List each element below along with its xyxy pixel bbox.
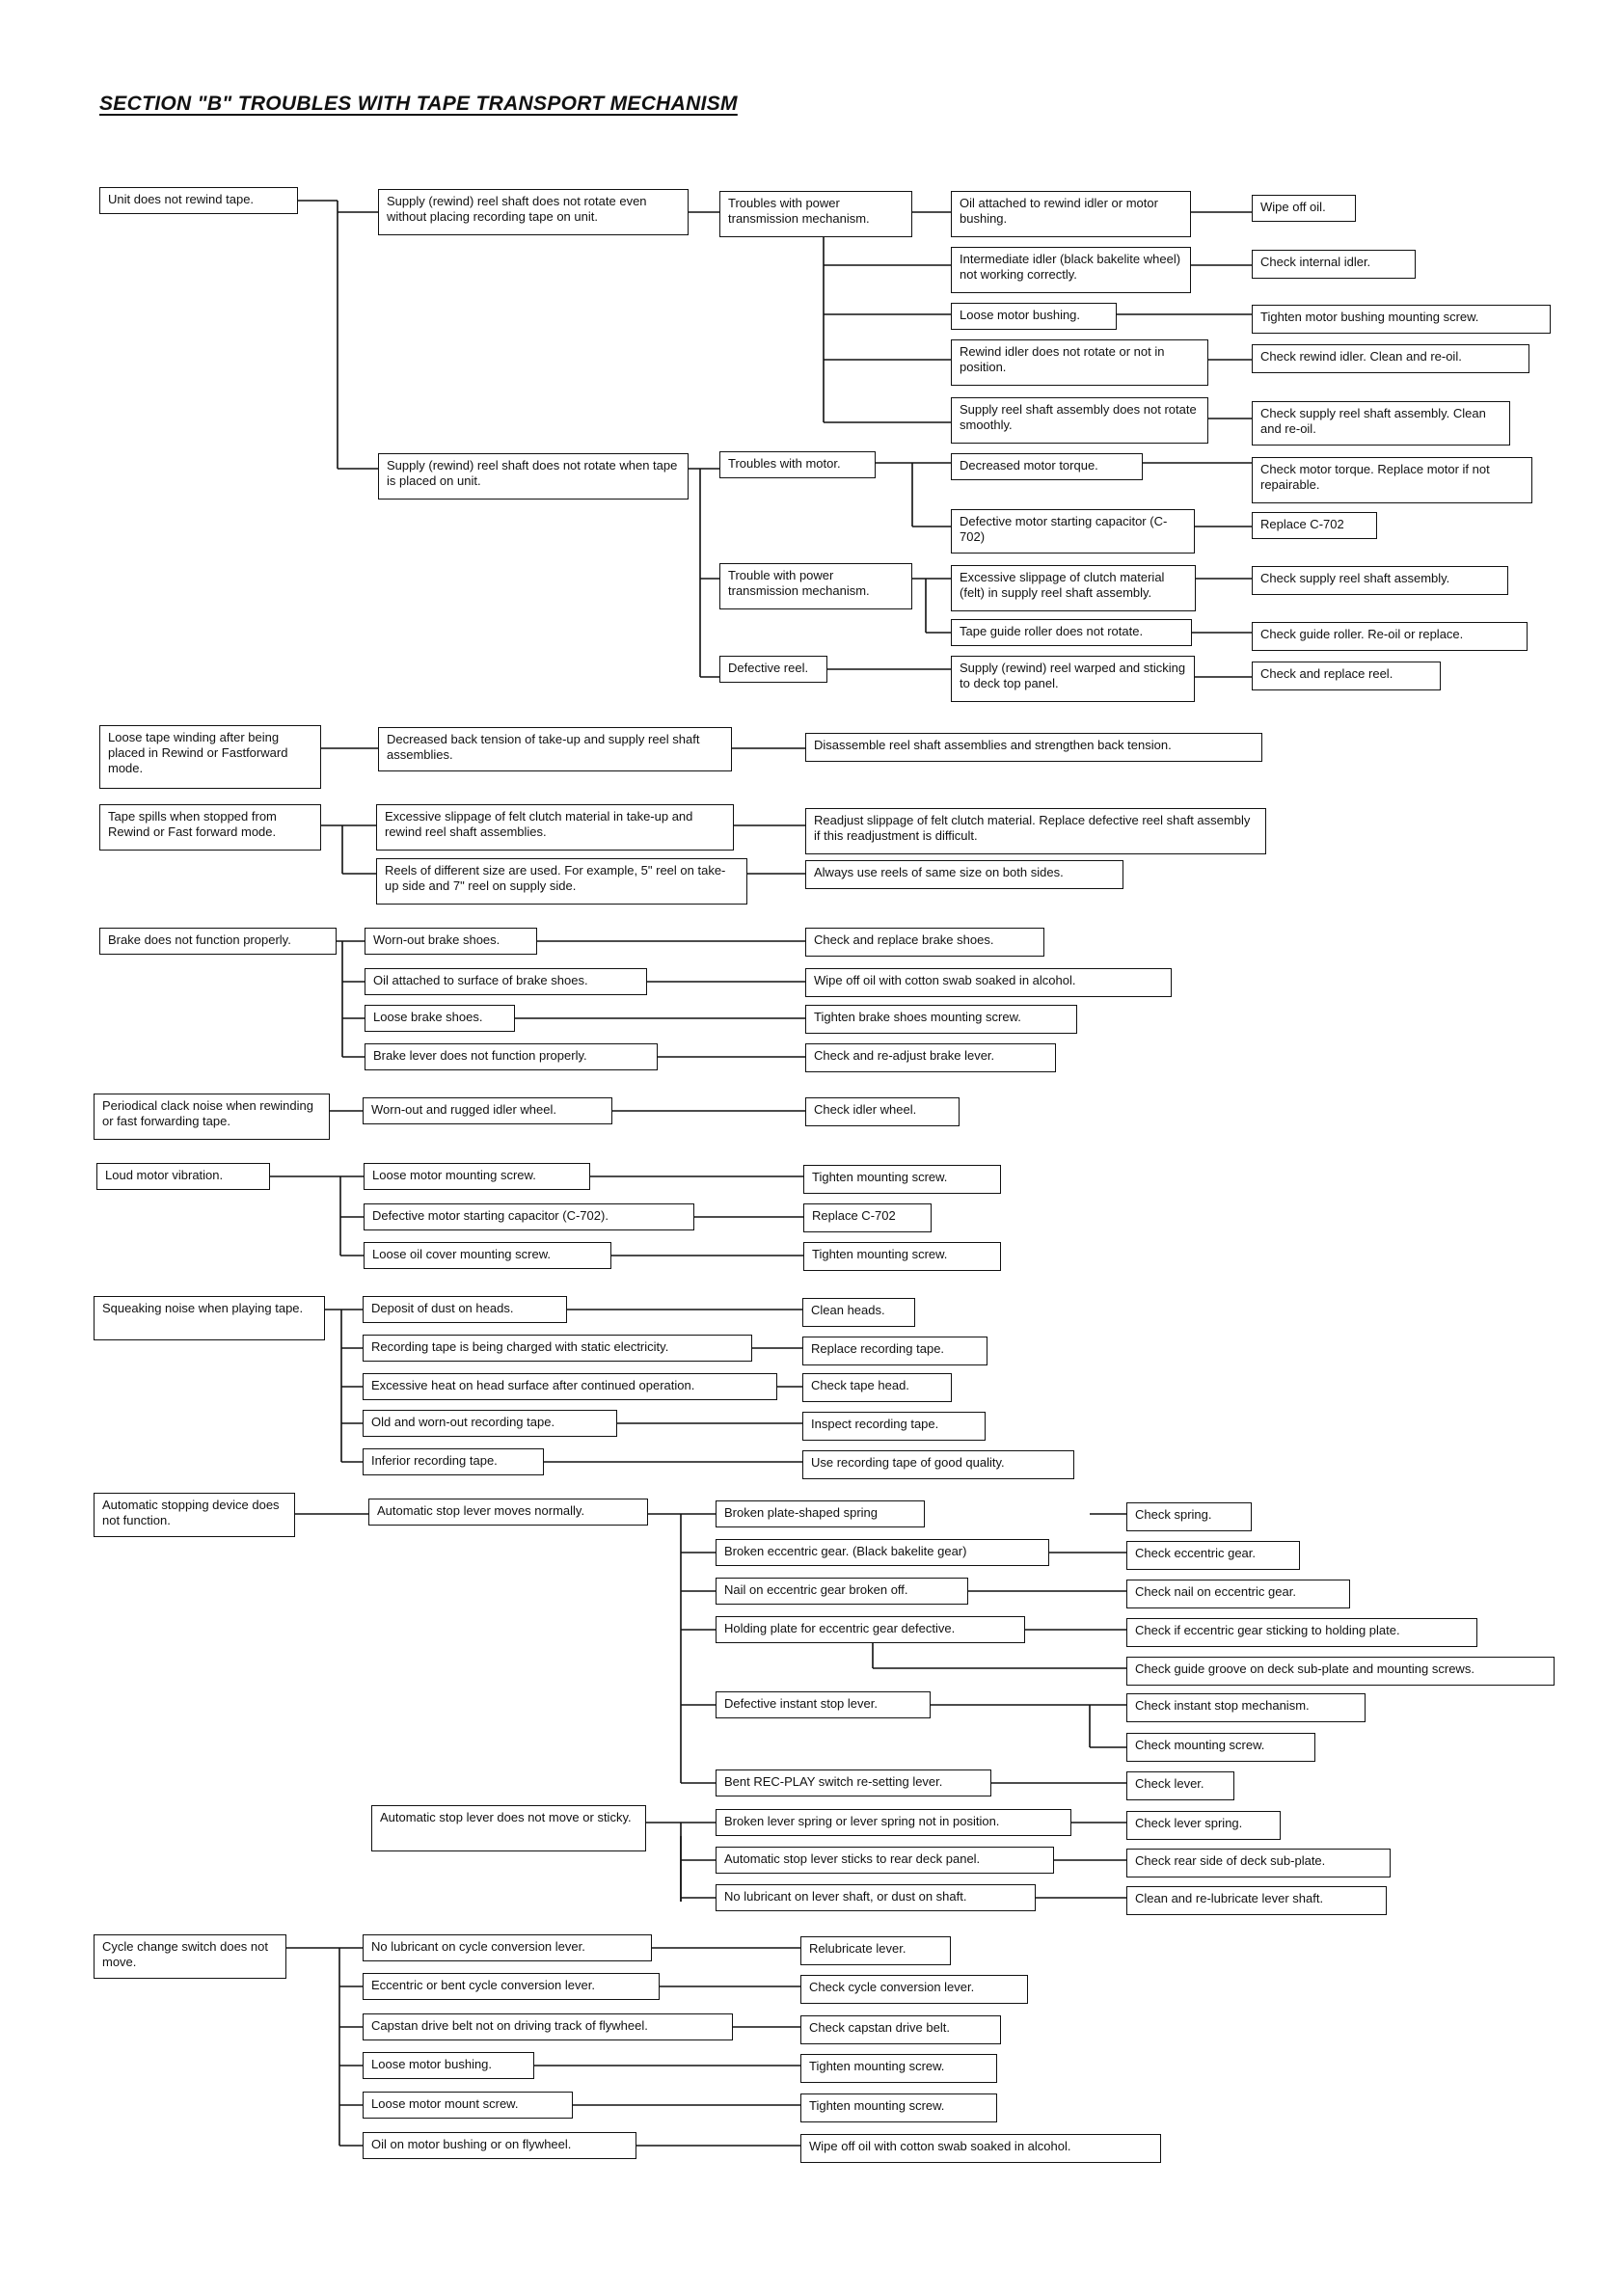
- cause-loose-motor-mounting-screw: Loose motor mounting screw.: [364, 1163, 590, 1190]
- cause-loose-brake-shoes: Loose brake shoes.: [365, 1005, 515, 1032]
- remedy-tighten-mounting-screw-1: Tighten mounting screw.: [803, 1165, 1001, 1194]
- remedy-check-guide-groove: Check guide groove on deck sub-plate and mounting screws.: [1126, 1657, 1555, 1686]
- remedy-check-motor-torque: Check motor torque. Replace motor if not repairable.: [1252, 457, 1532, 503]
- cause-intermediate-idler-faulty: Intermediate idler (black bakelite wheel) not working correctly.: [951, 247, 1191, 293]
- cause-broken-plate-spring: Broken plate-shaped spring: [716, 1500, 925, 1527]
- cause-decreased-back-tension: Decreased back tension of take-up and supply reel shaft assemblies.: [378, 727, 732, 771]
- cause-loose-motor-bushing-2: Loose motor bushing.: [363, 2052, 534, 2079]
- remedy-check-supply-reel-shaft-2: Check supply reel shaft assembly.: [1252, 566, 1508, 595]
- symptom-periodical-clack: Periodical clack noise when rewinding or fast forwarding tape.: [94, 1094, 330, 1140]
- remedy-wipe-oil-alcohol: Wipe off oil with cotton swab soaked in alcohol.: [800, 2134, 1161, 2163]
- remedy-check-rear-sub-plate: Check rear side of deck sub-plate.: [1126, 1849, 1391, 1877]
- symptom-brake-malfunction: Brake does not function properly.: [99, 928, 337, 955]
- remedy-check-capstan-belt: Check capstan drive belt.: [800, 2015, 1001, 2044]
- remedy-check-tape-head: Check tape head.: [802, 1373, 952, 1402]
- cause-oil-on-motor-bushing: Oil on motor bushing or on flywheel.: [363, 2132, 636, 2159]
- cause-supply-reel-shaft-rough: Supply reel shaft assembly does not rotate smoothly.: [951, 397, 1208, 444]
- remedy-check-eccentric-gear: Check eccentric gear.: [1126, 1541, 1300, 1570]
- cause-worn-recording-tape: Old and worn-out recording tape.: [363, 1410, 617, 1437]
- cause-excessive-head-heat: Excessive heat on head surface after continued operation.: [363, 1373, 777, 1400]
- cause-lever-sticks-rear-panel: Automatic stop lever sticks to rear deck panel.: [716, 1847, 1054, 1874]
- cause-auto-stop-lever-normal: Automatic stop lever moves normally.: [368, 1499, 648, 1526]
- cause-defective-instant-stop-lever: Defective instant stop lever.: [716, 1691, 931, 1718]
- cause-loose-motor-bushing: Loose motor bushing.: [951, 303, 1117, 330]
- remedy-same-size-reels: Always use reels of same size on both sides.: [805, 860, 1123, 889]
- cause-rewind-idler-not-rotating: Rewind idler does not rotate or not in position.: [951, 339, 1208, 386]
- remedy-check-mounting-screw: Check mounting screw.: [1126, 1733, 1315, 1762]
- remedy-replace-brake-shoes: Check and replace brake shoes.: [805, 928, 1044, 957]
- remedy-strengthen-back-tension: Disassemble reel shaft assemblies and strengthen back tension.: [805, 733, 1262, 762]
- cause-reel-warped: Supply (rewind) reel warped and sticking to deck top panel.: [951, 656, 1195, 702]
- cause-loose-motor-mount-screw: Loose motor mount screw.: [363, 2092, 573, 2119]
- cause-auto-stop-lever-sticky: Automatic stop lever does not move or sticky.: [371, 1805, 646, 1851]
- cause-static-electricity: Recording tape is being charged with static electricity.: [363, 1335, 752, 1362]
- remedy-check-rewind-idler: Check rewind idler. Clean and re-oil.: [1252, 344, 1529, 373]
- cause-broken-eccentric-gear: Broken eccentric gear. (Black bakelite gear): [716, 1539, 1049, 1566]
- cause-broken-lever-spring: Broken lever spring or lever spring not in position.: [716, 1809, 1071, 1836]
- remedy-good-quality-tape: Use recording tape of good quality.: [802, 1450, 1074, 1479]
- remedy-replace-c702: Replace C-702: [1252, 512, 1377, 539]
- remedy-wipe-brake-shoes: Wipe off oil with cotton swab soaked in alcohol.: [805, 968, 1172, 997]
- remedy-tighten-brake-shoes: Tighten brake shoes mounting screw.: [805, 1005, 1077, 1034]
- remedy-check-gear-sticking: Check if eccentric gear sticking to holding plate.: [1126, 1618, 1477, 1647]
- cause-nail-broken-off: Nail on eccentric gear broken off.: [716, 1578, 968, 1605]
- remedy-check-idler-wheel: Check idler wheel.: [805, 1097, 960, 1126]
- cause-supply-reel-no-rotate-with-tape: Supply (rewind) reel shaft does not rotate when tape is placed on unit.: [378, 453, 689, 500]
- cause-inferior-recording-tape: Inferior recording tape.: [363, 1448, 544, 1475]
- symptom-cycle-switch-stuck: Cycle change switch does not move.: [94, 1934, 286, 1979]
- cause-worn-idler-wheel: Worn-out and rugged idler wheel.: [363, 1097, 612, 1124]
- cause-capstan-belt-off-track: Capstan drive belt not on driving track of flywheel.: [363, 2013, 733, 2040]
- cause-loose-oil-cover-screw: Loose oil cover mounting screw.: [364, 1242, 611, 1269]
- remedy-check-lever-spring: Check lever spring.: [1126, 1811, 1281, 1840]
- cause-clutch-felt-slippage: Excessive slippage of clutch material (felt) in supply reel shaft assembly.: [951, 565, 1196, 611]
- cause-power-transmission-trouble: Troubles with power transmission mechanism.: [719, 191, 912, 237]
- cause-no-lubricant-cycle-lever: No lubricant on cycle conversion lever.: [363, 1934, 652, 1961]
- remedy-check-guide-roller: Check guide roller. Re-oil or replace.: [1252, 622, 1528, 651]
- remedy-replace-c702-2: Replace C-702: [803, 1203, 932, 1232]
- symptom-squeaking-noise: Squeaking noise when playing tape.: [94, 1296, 325, 1340]
- remedy-inspect-recording-tape: Inspect recording tape.: [802, 1412, 986, 1441]
- symptom-loud-motor-vibration: Loud motor vibration.: [96, 1163, 270, 1190]
- remedy-check-lever: Check lever.: [1126, 1771, 1234, 1800]
- remedy-relubricate-lever-shaft: Clean and re-lubricate lever shaft.: [1126, 1886, 1387, 1915]
- remedy-check-spring: Check spring.: [1126, 1502, 1252, 1531]
- symptom-tape-spills: Tape spills when stopped from Rewind or Fast forward mode.: [99, 804, 321, 851]
- cause-dust-on-heads: Deposit of dust on heads.: [363, 1296, 567, 1323]
- cause-decreased-motor-torque: Decreased motor torque.: [951, 453, 1143, 480]
- cause-oil-on-rewind-idler: Oil attached to rewind idler or motor bushing.: [951, 191, 1191, 237]
- remedy-tighten-mounting-screw-4: Tighten mounting screw.: [800, 2093, 997, 2122]
- cause-oil-on-brake-shoes: Oil attached to surface of brake shoes.: [365, 968, 647, 995]
- symptom-unit-does-not-rewind: Unit does not rewind tape.: [99, 187, 298, 214]
- remedy-check-cycle-lever: Check cycle conversion lever.: [800, 1975, 1028, 2004]
- cause-no-lubricant-lever-shaft: No lubricant on lever shaft, or dust on shaft.: [716, 1884, 1036, 1911]
- section-title: SECTION "B" TROUBLES WITH TAPE TRANSPORT MECHANISM: [99, 93, 738, 115]
- remedy-replace-recording-tape: Replace recording tape.: [802, 1337, 987, 1365]
- remedy-clean-heads: Clean heads.: [802, 1298, 915, 1327]
- cause-power-transmission-trouble-2: Trouble with power transmission mechanism.: [719, 563, 912, 609]
- remedy-relubricate-lever: Relubricate lever.: [800, 1936, 951, 1965]
- remedy-check-supply-reel-shaft: Check supply reel shaft assembly. Clean and re-oil.: [1252, 401, 1510, 446]
- remedy-wipe-off-oil: Wipe off oil.: [1252, 195, 1356, 222]
- cause-felt-clutch-slippage: Excessive slippage of felt clutch material in take-up and rewind reel shaft assemblies.: [376, 804, 734, 851]
- remedy-check-internal-idler: Check internal idler.: [1252, 250, 1416, 279]
- remedy-readjust-brake-lever: Check and re-adjust brake lever.: [805, 1043, 1056, 1072]
- remedy-tighten-mounting-screw-3: Tighten mounting screw.: [800, 2054, 997, 2083]
- remedy-check-nail: Check nail on eccentric gear.: [1126, 1580, 1350, 1608]
- cause-defective-reel: Defective reel.: [719, 656, 827, 683]
- cause-bent-rec-play-lever: Bent REC-PLAY switch re-setting lever.: [716, 1769, 991, 1796]
- cause-tape-guide-roller: Tape guide roller does not rotate.: [951, 619, 1192, 646]
- cause-motor-trouble: Troubles with motor.: [719, 451, 876, 478]
- cause-worn-brake-shoes: Worn-out brake shoes.: [365, 928, 537, 955]
- remedy-tighten-motor-bushing: Tighten motor bushing mounting screw.: [1252, 305, 1551, 334]
- remedy-replace-reel: Check and replace reel.: [1252, 662, 1441, 690]
- cause-defective-capacitor-2: Defective motor starting capacitor (C-702).: [364, 1203, 694, 1230]
- cause-different-reel-sizes: Reels of different size are used. For example, 5" reel on take-up side and 7" reel on supply side.: [376, 858, 747, 905]
- cause-bent-cycle-lever: Eccentric or bent cycle conversion lever.: [363, 1973, 660, 2000]
- cause-defective-capacitor: Defective motor starting capacitor (C-702): [951, 509, 1195, 554]
- remedy-check-instant-stop: Check instant stop mechanism.: [1126, 1693, 1366, 1722]
- remedy-readjust-felt-clutch: Readjust slippage of felt clutch material. Replace defective reel shaft assembly if this readjustment is difficult.: [805, 808, 1266, 854]
- remedy-tighten-mounting-screw-2: Tighten mounting screw.: [803, 1242, 1001, 1271]
- symptom-loose-tape-winding: Loose tape winding after being placed in Rewind or Fastforward mode.: [99, 725, 321, 789]
- symptom-auto-stop-fails: Automatic stopping device does not function.: [94, 1493, 295, 1537]
- cause-supply-reel-no-rotate-without-tape: Supply (rewind) reel shaft does not rotate even without placing recording tape on unit.: [378, 189, 689, 235]
- cause-brake-lever: Brake lever does not function properly.: [365, 1043, 658, 1070]
- cause-holding-plate-defective: Holding plate for eccentric gear defective.: [716, 1616, 1025, 1643]
